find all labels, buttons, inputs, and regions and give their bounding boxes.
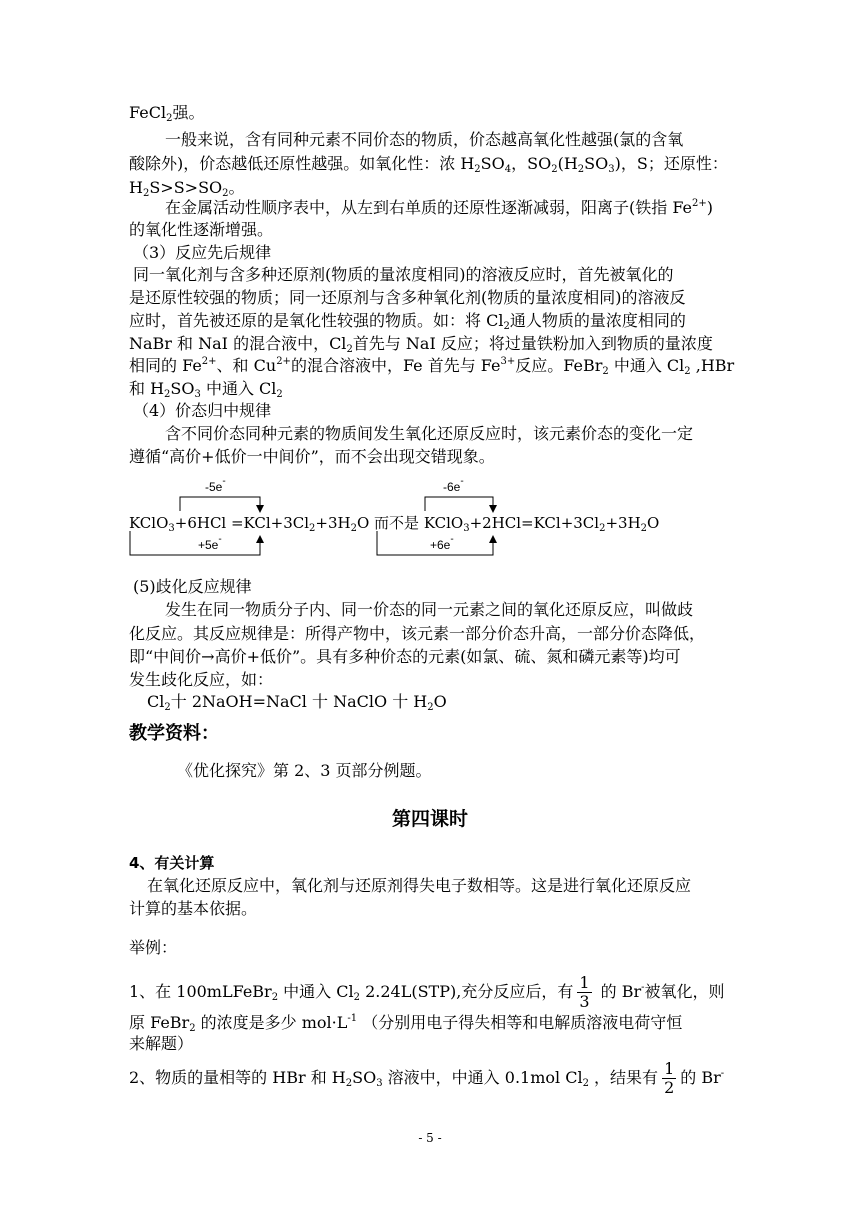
calculation-line: 计算的基本依据。 bbox=[129, 899, 258, 918]
arrow-2-top bbox=[425, 497, 493, 511]
arrow-1-bottom-label: +5e- bbox=[198, 534, 222, 552]
arrow-1-top-label: -5e- bbox=[205, 476, 226, 494]
section-5-line: 即“中间价→高价+低价”。具有多种价态的元素(如氯、硫、氮和磷元素等)均可 bbox=[129, 647, 681, 666]
paragraph-metal-line: 的氧化性逐渐增强。 bbox=[129, 220, 274, 239]
calculation-heading: 4、有关计算 bbox=[129, 854, 215, 872]
arrow-2-top-label: -6e- bbox=[443, 476, 464, 494]
section-3-line: 应时，首先被还原的是氧化性较强的物质。如：将 $Cl_2$通人物质的量浓度相同的 bbox=[129, 311, 686, 332]
arrow-1-top bbox=[180, 497, 260, 511]
section-4-line: 含不同价态同种元素的物质间发生氧化还原反应时，该元素价态的变化一定 bbox=[165, 424, 694, 443]
fraction-one-half: $\frac{1}{2}$ bbox=[664, 1059, 675, 1097]
section-5-line: 发生在同一物质分子内、同一价态的同一元素之间的氧化还原反应，叫做歧 bbox=[165, 600, 694, 619]
section-4-line: 遵循“高价+低价一中间价”，而不会出现交错现象。 bbox=[129, 447, 495, 466]
arrow-1-bottom bbox=[130, 531, 260, 555]
example-1-line: 1、在 100mLFeBr$_2$ 中通入 $Cl_2$ 2.24L(STP),充分反应后，有 $\frac{1}{3}$ 的 Br-被氧化，则 bbox=[129, 973, 725, 1011]
examples-label: 举例： bbox=[129, 938, 178, 957]
arrow-2-bottom-label: +6e- bbox=[430, 534, 454, 552]
lesson-title: 第四课时 bbox=[391, 808, 468, 830]
paragraph-metal-line: 在金属活动性顺序表中，从左到右单质的还原性逐渐减弱，阳离子(铁指 $Fe^{2+}$) bbox=[165, 198, 714, 217]
example-1-line: 来解题） bbox=[129, 1034, 194, 1053]
text-line: FeCl$_2$强。 bbox=[129, 103, 205, 124]
section-5-line: 化反应。其反应规律是：所得产物中，该元素一部分价态升高，一部分价态降低， bbox=[129, 624, 706, 643]
section-3-line: 相同的 $Fe^{2+}$、和 $Cu^{2+}$的混合溶液中，Fe 首先与 $Fe^{3+}$反应。FeBr$_2$ 中通入 $Cl_2$ ,HBr bbox=[129, 356, 735, 377]
section-5-title: (5)歧化反应规律 bbox=[133, 577, 252, 596]
example-2-line: 2、物质的量相等的 HBr 和 $H_2SO_3$ 溶液中，中通入 0.1mol $Cl_2$ ，结果有 $\frac{1}{2}$ 的 Br- bbox=[129, 1059, 725, 1097]
section-3-line: 同一氧化剂与含多种还原剂(物质的量浓度相同)的溶液反应时，首先被氧化的 bbox=[133, 265, 674, 284]
section-3-line: NaBr 和 NaI 的混合液中，$Cl_2$首先与 NaI 反应；将过量铁粉加入到物质的量浓度 bbox=[129, 334, 713, 355]
redox-equation: KClO$_3$+6HCl $=KCl+3Cl_2+3H_2O$ 而不是 $KClO_3+2HCl=KCl+3Cl_2+3H_2O$ bbox=[129, 514, 660, 534]
calculation-line: 在氧化还原反应中，氧化剂与还原剂得失电子数相等。这是进行氧化还原反应 bbox=[147, 876, 692, 895]
section-5-line: 发生歧化反应，如： bbox=[129, 670, 274, 689]
fraction-one-third: $\frac{1}{3}$ bbox=[579, 973, 590, 1011]
paragraph-valence-line: $H_2S>S>SO_2$。 bbox=[129, 178, 245, 199]
section-4-title: （4）价态归中规律 bbox=[133, 401, 272, 420]
section-3-line: 和 $H_2SO_3$ 中通入 $Cl_2$ bbox=[129, 379, 283, 400]
teaching-materials-text: 《优化探究》第 2、3 页部分例题。 bbox=[177, 761, 432, 780]
disproportionation-equation: $Cl_2$十 2NaOH=NaCl 十 NaClO 十 $H_2O$ bbox=[147, 692, 447, 713]
page-number: - 5 - bbox=[418, 1131, 442, 1145]
example-1-line: 原 FeBr$_2$ 的浓度是多少 $mol\cdot L^{-1}$ （分别用电子得失相等和电解质溶液电荷守恒 bbox=[129, 1013, 683, 1034]
paragraph-valence-line: 酸除外)，价态越低还原性越强。如氧化性：浓 $H_2SO_4$，$SO_2(H_2SO_3)$，S；还原性： bbox=[129, 154, 728, 175]
section-3-line: 是还原性较强的物质；同一还原剂与含多种氧化剂(物质的量浓度相同)的溶液反 bbox=[129, 288, 686, 307]
section-3-title: （3）反应先后规律 bbox=[133, 243, 272, 262]
teaching-materials-heading: 教学资料： bbox=[129, 723, 219, 744]
paragraph-valence-line: 一般来说，含有同种元素不同价态的物质，价态越高氧化性越强(氯的含氧 bbox=[165, 130, 684, 149]
